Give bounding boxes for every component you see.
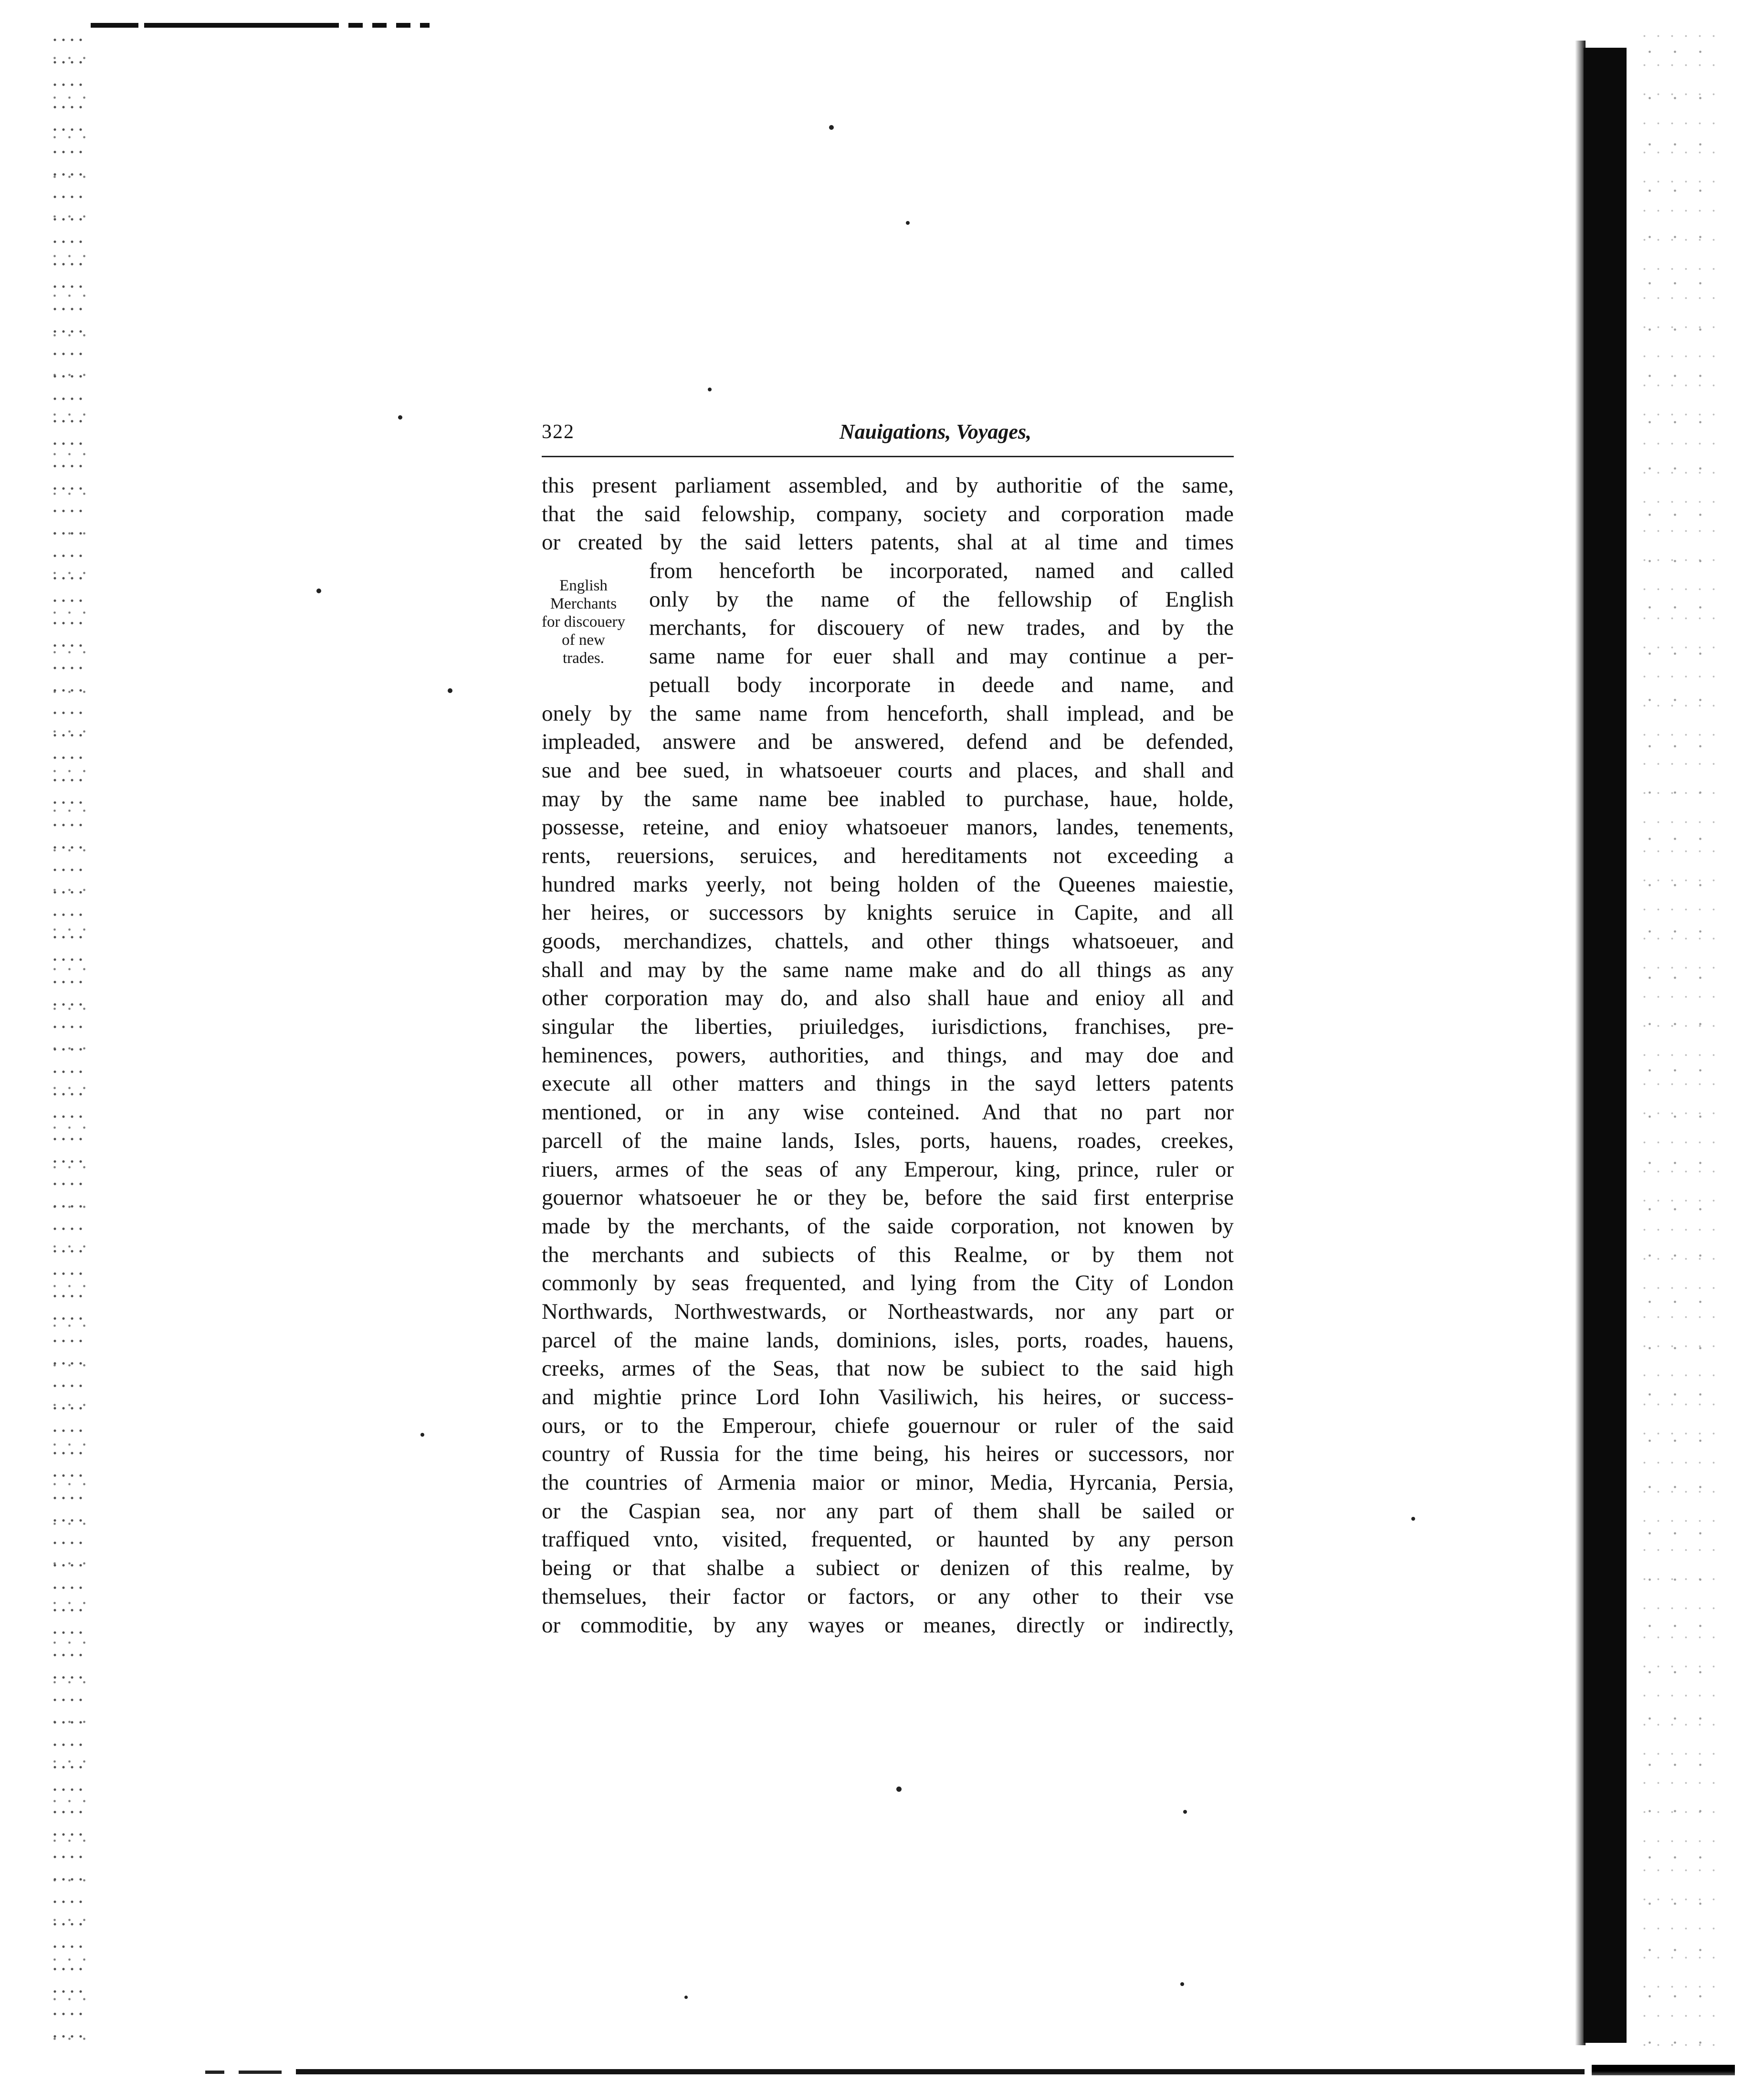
scan-speck: [896, 1787, 902, 1792]
text-line: the merchants and subiects of this Realme, or by them not: [542, 1242, 1234, 1267]
text-line: gouernor whatsoeuer he or they be, before the said first enterprise: [542, 1185, 1234, 1210]
text-line: petuall body incorporate in deede and name, and: [649, 672, 1234, 697]
text-line: hundred marks yeerly, not being holden of the Queenes maiestie,: [542, 872, 1234, 897]
text-line: themselues, their factor or factors, or any other to their vse: [542, 1584, 1234, 1609]
text-line: goods, merchandizes, chattels, and other things whatsoeuer, and: [542, 929, 1234, 954]
running-title: Nauigations, Voyages,: [839, 420, 1032, 443]
text-line: other corporation may do, and also shall haue and enioy all and: [542, 986, 1234, 1011]
text-line: shall and may by the same name make and do all things as any: [542, 957, 1234, 982]
text-line: country of Russia for the time being, his heires or successors, nor: [542, 1441, 1234, 1467]
text-line: heminences, powers, authorities, and things, and may doe and: [542, 1042, 1234, 1068]
scan-bottom-dash: [205, 2071, 282, 2074]
scan-speck: [1183, 1810, 1187, 1814]
scan-top-rule: [91, 23, 430, 28]
text-line: merchants, for discouery of new trades, and by the: [649, 615, 1234, 641]
text-line: sue and bee sued, in whatsoeuer courts and places, and shall and: [542, 757, 1234, 783]
text-line: ours, or to the Emperour, chiefe gouernour or ruler of the said: [542, 1413, 1234, 1438]
text-line: execute all other matters and things in the sayd letters patents: [542, 1071, 1234, 1096]
text-line: rents, reuersions, seruices, and hereditaments not exceeding a: [542, 843, 1234, 868]
text-line: and mightie prince Lord Iohn Vasiliwich, his heires, or success-: [542, 1385, 1234, 1409]
page-number: 322: [542, 421, 575, 443]
margin-note-line: trades.: [562, 650, 605, 667]
text-line: possesse, reteine, and enioy whatsoeuer manors, landes, tenements,: [542, 815, 1234, 840]
margin-note-line: of new: [562, 631, 605, 649]
text-line: Northwards, Northwestwards, or Northeastwards, nor any part or: [542, 1299, 1234, 1324]
text-line: creeks, armes of the Seas, that now be subiect to the said high: [542, 1356, 1234, 1381]
scan-right-edge-specks: [1632, 19, 1723, 2071]
text-line: or created by the said letters patents, shal at al time and times: [542, 530, 1234, 555]
text-line: same name for euer shall and may continue a per-: [649, 644, 1234, 669]
text-line: her heires, or successors by knights seruice in Capite, and all: [542, 900, 1234, 925]
scan-left-edge-specks: [48, 29, 86, 2052]
scan-speck: [1411, 1517, 1415, 1521]
text-line: made by the merchants, of the saide corporation, not knowen by: [542, 1213, 1234, 1239]
text-line: or the Caspian sea, nor any part of them shall be sailed or: [542, 1498, 1234, 1524]
text-line: being or that shalbe a subiect or denizen of this realme, by: [542, 1556, 1234, 1581]
scan-speck: [398, 415, 402, 420]
text-line: the countries of Armenia maior or minor, Media, Hyrcania, Persia,: [542, 1470, 1234, 1495]
scan-speck: [906, 221, 910, 225]
text-line: commonly by seas frequented, and lying from the City of London: [542, 1271, 1234, 1296]
text-line: only by the name of the fellowship of English: [649, 587, 1234, 612]
scan-speck: [316, 589, 321, 593]
body-text: [542, 472, 1234, 1640]
text-line: that the said felowship, company, society and corporation made: [542, 501, 1234, 526]
margin-note-line: Merchants: [550, 595, 617, 612]
text-line: singular the liberties, priuiledges, iurisdictions, franchises, pre-: [542, 1014, 1234, 1040]
text-line: from henceforth be incorporated, named and called: [649, 558, 1234, 584]
text-line: mentioned, or in any wise conteined. And that no part nor: [542, 1100, 1234, 1125]
text-line: traffiqued vnto, visited, frequented, or haunted by any person: [542, 1527, 1234, 1552]
text-line: onely by the same name from henceforth, shall implead, and be: [542, 701, 1234, 726]
scan-speck: [1180, 1982, 1184, 1986]
scan-speck: [420, 1433, 424, 1437]
scan-bottom-rule: [296, 2069, 1585, 2074]
header-rule: [542, 456, 1234, 457]
scan-bottom-rule-end: [1592, 2065, 1735, 2075]
scan-speck: [708, 388, 712, 391]
text-line: impleaded, answere and be answered, defend and be defended,: [542, 729, 1234, 755]
scan-speck: [684, 1996, 688, 1999]
text-line: may by the same name bee inabled to purchase, haue, holde,: [542, 786, 1234, 811]
scan-speck: [448, 688, 452, 693]
scan-right-binding-bar: [1584, 48, 1627, 2043]
page-header: [542, 417, 1231, 447]
scan-speck: [829, 125, 834, 130]
text-line: riuers, armes of the seas of any Emperour, king, prince, ruler or: [542, 1156, 1234, 1182]
text-line: parcel of the maine lands, dominions, isles, ports, roades, hauens,: [542, 1327, 1234, 1353]
margin-note-line: for discouery: [541, 613, 626, 631]
text-line: this present parliament assembled, and by authoritie of the same,: [542, 473, 1234, 498]
text-line: parcell of the maine lands, Isles, ports, hauens, roades, creekes,: [542, 1128, 1234, 1153]
text-line: or commoditie, by any wayes or meanes, directly or indirectly,: [542, 1612, 1234, 1638]
margin-note-line: English: [559, 577, 608, 594]
